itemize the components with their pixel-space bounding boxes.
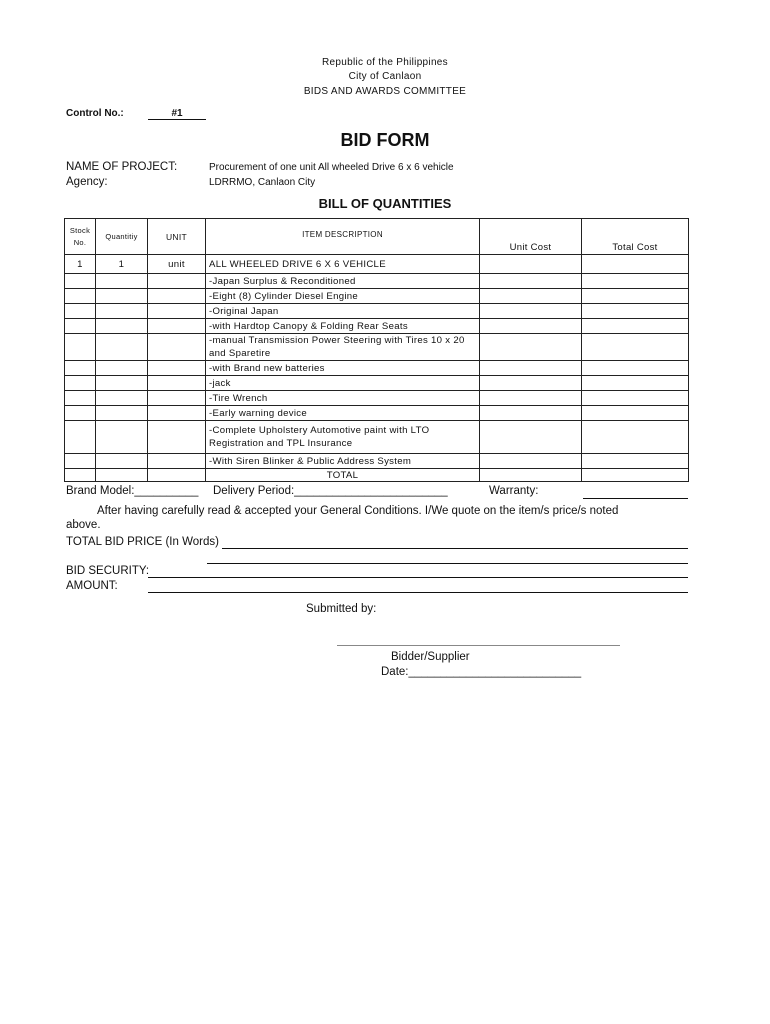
cell-total-cost: [582, 304, 689, 319]
amount-label: AMOUNT:: [66, 580, 118, 592]
cell-unit-cost: [480, 334, 582, 361]
agency-value: LDRRMO, Canlaon City: [209, 177, 316, 188]
total-bid-price-line-2[interactable]: [207, 563, 688, 564]
cell-description: -Eight (8) Cylinder Diesel Engine: [206, 289, 480, 304]
cell-qty: [96, 289, 148, 304]
warranty-line[interactable]: [583, 498, 688, 499]
table-row: [65, 376, 689, 391]
bid-security-line[interactable]: [148, 577, 688, 578]
cell-stock: [65, 391, 96, 406]
cell-qty: [96, 376, 148, 391]
bid-security-label: BID SECURITY:: [66, 565, 150, 577]
cell-qty: [96, 469, 148, 482]
table-row: [65, 334, 689, 361]
cell-total-cost: [582, 469, 689, 482]
cell-total-cost: [582, 334, 689, 361]
bill-of-quantities-table: [64, 218, 689, 482]
cell-unit: [148, 319, 206, 334]
date-field[interactable]: Date:___________________________: [381, 666, 582, 678]
cell-unit-cost: [480, 406, 582, 421]
cell-total-cost: [582, 376, 689, 391]
cell-unit-cost: [480, 391, 582, 406]
cell-description: -jack: [206, 376, 480, 391]
cell-unit: [148, 289, 206, 304]
cell-unit: [148, 334, 206, 361]
table-row: [65, 319, 689, 334]
cell-qty: 1: [96, 255, 148, 274]
statement-line-1: After having carefully read & accepted your General Conditions. I/We quote on the item/s price/s noted: [97, 505, 619, 517]
total-label: TOTAL: [206, 469, 480, 482]
cell-total-cost: [582, 255, 689, 274]
cell-description: ALL WHEELED DRIVE 6 X 6 VEHICLE: [206, 255, 480, 274]
brand-model-field[interactable]: Brand Model:__________: [66, 485, 199, 497]
cell-qty: [96, 319, 148, 334]
cell-stock: [65, 361, 96, 376]
cell-description: -Tire Wrench: [206, 391, 480, 406]
cell-qty: [96, 361, 148, 376]
cell-unit: [148, 361, 206, 376]
cell-stock: [65, 376, 96, 391]
project-name-value: Procurement of one unit All wheeled Drive 6 x 6 vehicle: [209, 162, 454, 173]
cell-unit: [148, 274, 206, 289]
cell-total-cost: [582, 274, 689, 289]
cell-unit: [148, 454, 206, 469]
warranty-label: Warranty:: [489, 485, 539, 497]
cell-unit-cost: [480, 319, 582, 334]
cell-unit: [148, 406, 206, 421]
cell-total-cost: [582, 454, 689, 469]
cell-unit: [148, 391, 206, 406]
header-committee: BIDS AND AWARDS COMMITTEE: [303, 86, 467, 97]
header-item-description: ITEM DESCRIPTION: [206, 219, 480, 255]
cell-stock: [65, 319, 96, 334]
cell-total-cost: [582, 319, 689, 334]
table-row: [65, 406, 689, 421]
cell-description: -with Brand new batteries: [206, 361, 480, 376]
table-row: [65, 289, 689, 304]
project-name-label: NAME OF PROJECT:: [66, 161, 178, 173]
cell-total-cost: [582, 421, 689, 454]
table-row: [65, 274, 689, 289]
cell-description: -Complete Upholstery Automotive paint with LTO Registration and TPL Insurance: [206, 421, 480, 454]
cell-stock: [65, 469, 96, 482]
cell-stock: 1: [65, 255, 96, 274]
header-unit: UNIT: [148, 219, 206, 255]
cell-qty: [96, 421, 148, 454]
table-header-row: [65, 219, 689, 255]
statement-line-2: above.: [66, 519, 101, 531]
cell-description: -with Hardtop Canopy & Folding Rear Seats: [206, 319, 480, 334]
signature-line[interactable]: [337, 645, 620, 646]
cell-stock: [65, 274, 96, 289]
cell-unit-cost: [480, 421, 582, 454]
cell-unit-cost: [480, 289, 582, 304]
bidder-supplier-label: Bidder/Supplier: [391, 651, 470, 663]
cell-unit-cost: [480, 255, 582, 274]
header-unit-cost: Unit Cost: [480, 219, 582, 255]
cell-qty: [96, 406, 148, 421]
cell-unit: unit: [148, 255, 206, 274]
cell-unit: [148, 469, 206, 482]
cell-unit-cost: [480, 274, 582, 289]
cell-description: -Japan Surplus & Reconditioned: [206, 274, 480, 289]
amount-line[interactable]: [148, 592, 688, 593]
control-value: #1: [148, 108, 206, 120]
cell-unit-cost: [480, 304, 582, 319]
cell-total-cost: [582, 289, 689, 304]
agency-label: Agency:: [66, 176, 108, 188]
cell-qty: [96, 391, 148, 406]
table-row: [65, 304, 689, 319]
header-total-cost: Total Cost: [582, 219, 689, 255]
cell-unit-cost: [480, 361, 582, 376]
cell-unit-cost: [480, 376, 582, 391]
cell-qty: [96, 274, 148, 289]
cell-unit: [148, 421, 206, 454]
cell-stock: [65, 304, 96, 319]
header-stock-no: Stock No.: [65, 219, 96, 255]
total-bid-price-label: TOTAL BID PRICE (In Words): [66, 536, 219, 548]
table-row: [65, 391, 689, 406]
cell-qty: [96, 304, 148, 319]
cell-description: -manual Transmission Power Steering with Tires 10 x 20 and Sparetire: [206, 334, 480, 361]
table-row: [65, 361, 689, 376]
cell-total-cost: [582, 406, 689, 421]
table-total-row: [65, 469, 689, 482]
cell-description: -Original Japan: [206, 304, 480, 319]
control-label: Control No.:: [66, 108, 124, 119]
submitted-by-label: Submitted by:: [306, 603, 377, 615]
total-bid-price-line-1[interactable]: [222, 548, 688, 549]
boq-title: BILL OF QUANTITIES: [318, 196, 452, 211]
cell-stock: [65, 406, 96, 421]
cell-qty: [96, 334, 148, 361]
cell-description: -Early warning device: [206, 406, 480, 421]
cell-unit: [148, 304, 206, 319]
cell-stock: [65, 454, 96, 469]
header-quantity: Quantitiy: [96, 219, 148, 255]
cell-unit-cost: [480, 454, 582, 469]
cell-stock: [65, 289, 96, 304]
cell-qty: [96, 454, 148, 469]
table-row: [65, 421, 689, 454]
table-row: [65, 454, 689, 469]
table-row: [65, 255, 689, 274]
cell-stock: [65, 421, 96, 454]
delivery-period-field[interactable]: Delivery Period:________________________: [213, 485, 448, 497]
cell-unit: [148, 376, 206, 391]
cell-description: -With Siren Blinker & Public Address System: [206, 454, 480, 469]
cell-unit-cost: [480, 469, 582, 482]
page-title: BID FORM: [340, 130, 430, 150]
cell-total-cost: [582, 391, 689, 406]
cell-stock: [65, 334, 96, 361]
header-city: City of Canlaon: [348, 71, 422, 82]
header-republic: Republic of the Philippines: [322, 57, 448, 68]
cell-total-cost: [582, 361, 689, 376]
